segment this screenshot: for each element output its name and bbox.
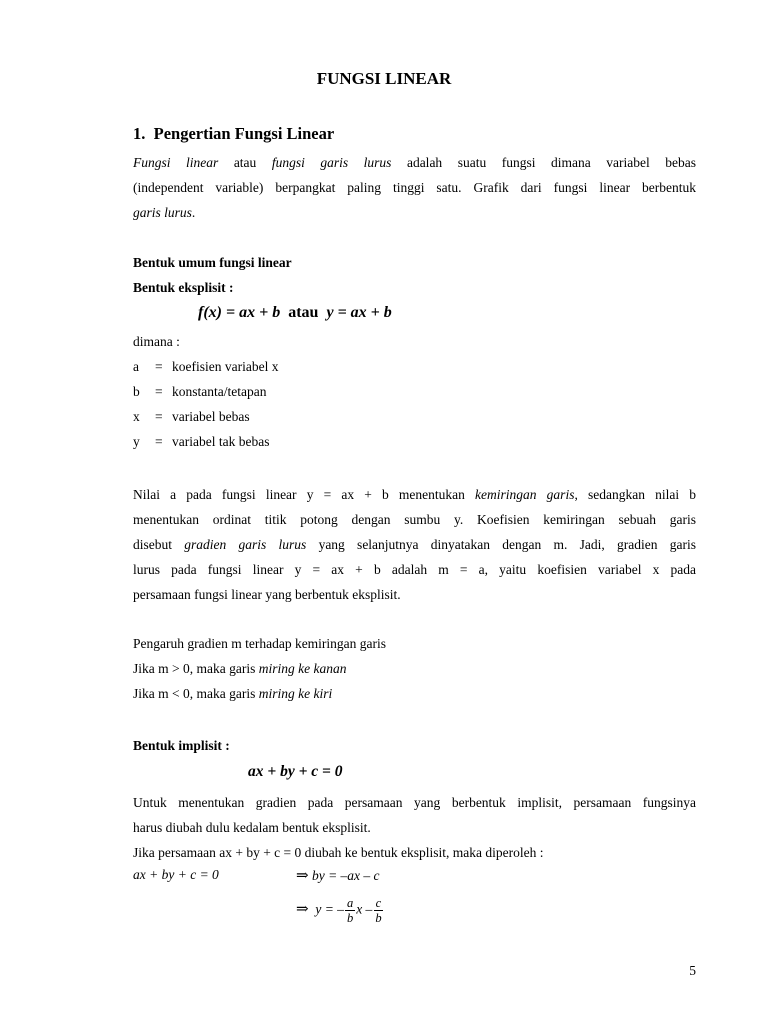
term-kemiringan-garis: kemiringan garis: [475, 487, 575, 502]
intro-text: atau: [233, 155, 257, 170]
fraction-numerator: a: [346, 896, 354, 910]
derivation-step-1: [296, 866, 380, 885]
term-fungsi-linear: Fungsi linear: [133, 155, 219, 170]
case-text: Jika m < 0, maka garis: [133, 686, 256, 701]
definition-symbol: b: [133, 384, 140, 399]
implicit-formula: ax + by + c = 0: [248, 763, 343, 780]
definition-meaning: konstanta/tetapan: [172, 384, 267, 399]
definition-meaning: variabel tak bebas: [172, 434, 270, 449]
slope-line-4: lurus pada fungsi linear y = ax + b adalah m = a, yaitu koefisien variabel x pada: [133, 562, 696, 577]
dimana-label: dimana :: [133, 334, 180, 349]
formula-rhs: = ax + b: [225, 304, 281, 321]
definition-symbol: y: [133, 434, 140, 449]
definition-equals: =: [155, 434, 163, 449]
definition-row: [133, 359, 278, 375]
definition-row: [133, 384, 266, 400]
definition-equals: =: [155, 409, 163, 424]
step-2-y: y = –: [315, 901, 344, 917]
derivation-step-2: [296, 896, 385, 925]
page-title: FUNGSI LINEAR: [316, 69, 452, 88]
slope-line-3: [133, 532, 696, 557]
gradient-effect-heading: Pengaruh gradien m terhadap kemiringan garis: [133, 636, 387, 651]
definition-equals: =: [155, 384, 163, 399]
definition-equals: =: [155, 359, 163, 374]
intro-line-3: [133, 200, 696, 225]
term-gradien-garis-lurus: gradien garis lurus: [184, 537, 307, 552]
definition-row: [133, 434, 269, 450]
term-miring-ke-kiri: miring ke kiri: [258, 686, 333, 701]
explicit-heading: Bentuk eksplisit :: [133, 280, 234, 295]
section-number: 1.: [133, 124, 146, 143]
explicit-formula: [198, 304, 392, 322]
definition-row: [133, 409, 250, 425]
section-title: Pengertian Fungsi Linear: [153, 124, 335, 143]
fraction-a-over-b: [345, 896, 355, 925]
intro-text: .: [191, 205, 196, 220]
implicit-paragraph: [133, 790, 696, 865]
implies-arrow-icon: ⇒: [296, 901, 309, 918]
fraction-denominator: b: [375, 911, 382, 925]
term-garis-lurus: garis lurus: [133, 205, 192, 220]
formula-rhs: = ax + b: [337, 304, 392, 321]
implicit-line-2: harus diubah dulu kedalam bentuk eksplisit.: [133, 820, 371, 835]
gradient-case-negative: [133, 686, 332, 702]
definition-symbol: a: [133, 359, 139, 374]
implies-arrow-icon: ⇒: [296, 868, 309, 884]
page-number: 5: [689, 963, 696, 978]
slope-text: , sedangkan nilai b: [574, 487, 696, 502]
definition-meaning: koefisien variabel x: [172, 359, 279, 374]
step-2-x: x –: [356, 901, 373, 917]
formula-atau: atau: [288, 304, 319, 321]
slope-text: Nilai a pada fungsi linear y = ax + b menentukan: [133, 487, 465, 502]
slope-line-2: menentukan ordinat titik potong dengan sumbu y. Koefisien kemiringan sebuah garis: [133, 512, 696, 527]
slope-text: yang selanjutnya dinyatakan dengan m. Jadi, gradien garis: [318, 537, 697, 552]
intro-line-1: [133, 150, 696, 175]
fraction-c-over-b: [373, 896, 383, 925]
implicit-line-1: Untuk menentukan gradien pada persamaan yang berbentuk implisit, persamaan fungsinya: [133, 795, 696, 810]
section-heading: [133, 124, 334, 144]
definition-meaning: variabel bebas: [172, 409, 250, 424]
derivation-lhs: ax + by + c = 0: [133, 867, 219, 882]
definition-symbol: x: [133, 409, 140, 424]
case-text: Jika m > 0, maka garis: [133, 661, 256, 676]
gradient-case-positive: [133, 661, 346, 677]
general-form-heading: Bentuk umum fungsi linear: [133, 255, 292, 270]
step-1-text: by = –ax – c: [311, 868, 380, 883]
intro-line-2: (independent variable) berpangkat paling tinggi satu. Grafik dari fungsi linear berbentuk: [133, 180, 696, 195]
intro-text: adalah suatu fungsi dimana variabel bebas: [406, 155, 697, 170]
slope-text: disebut: [133, 537, 172, 552]
implicit-line-3: Jika persamaan ax + by + c = 0 diubah ke bentuk eksplisit, maka diperoleh :: [133, 845, 544, 860]
fraction-denominator: b: [346, 911, 354, 925]
slope-paragraph: [133, 482, 696, 607]
formula-y: y: [326, 304, 334, 321]
term-fungsi-garis-lurus: fungsi garis lurus: [271, 155, 392, 170]
slope-line-1: [133, 482, 696, 507]
term-miring-ke-kanan: miring ke kanan: [258, 661, 347, 676]
formula-fx: f(x): [198, 304, 222, 321]
slope-line-5: persamaan fungsi linear yang berbentuk eksplisit.: [133, 587, 401, 602]
intro-paragraph: [133, 150, 696, 225]
fraction-numerator: c: [375, 896, 382, 910]
implicit-heading: Bentuk implisit :: [133, 738, 230, 753]
